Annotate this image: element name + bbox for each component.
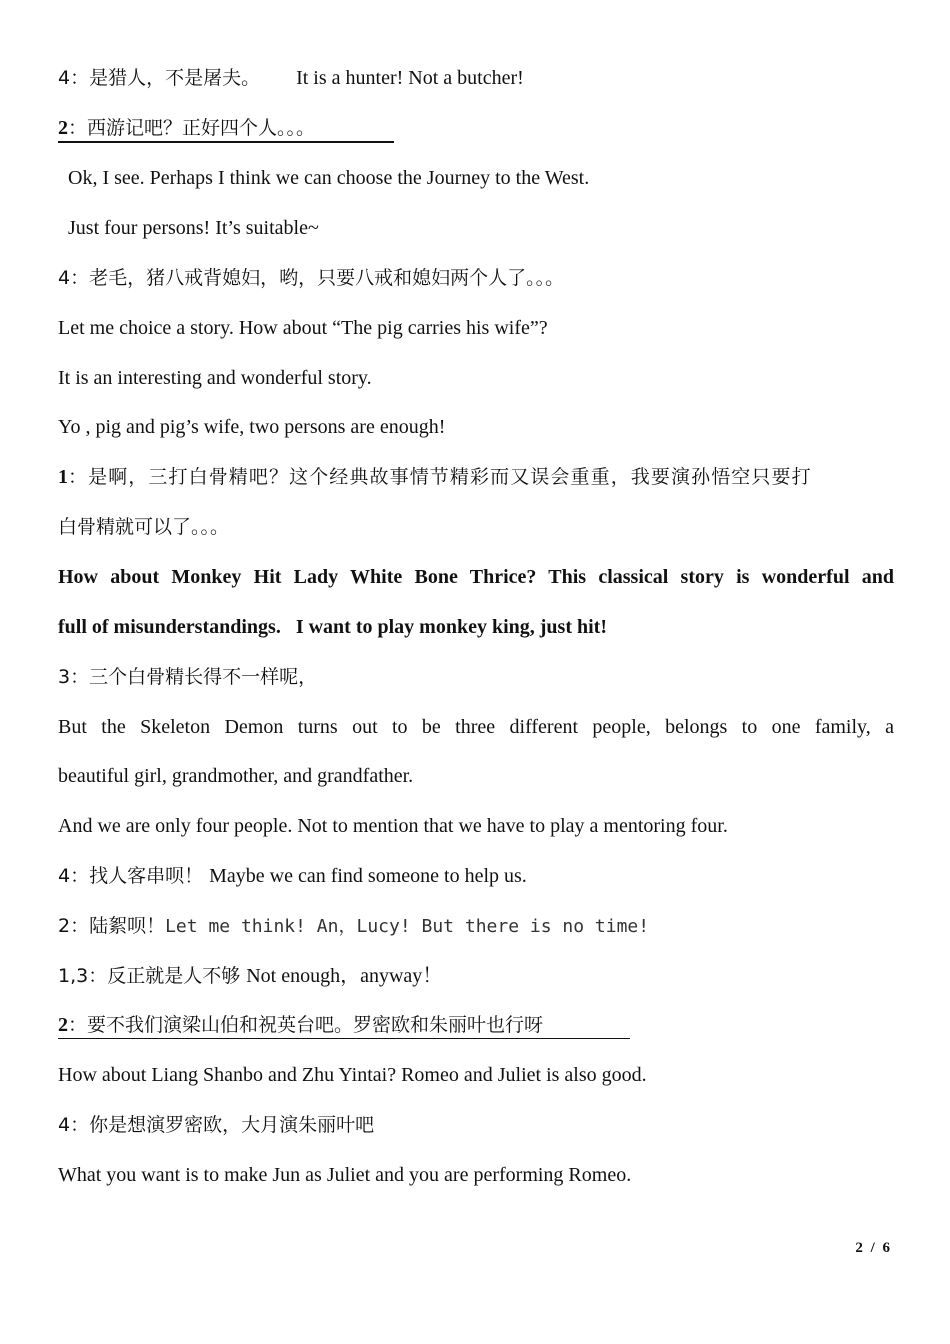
dialogue-line-8: Yo , pig and pig’s wife, two persons are enough! [58, 416, 446, 438]
dialogue-line-9 [58, 465, 894, 489]
line-2-chinese: ：西游记吧？正好四个人。。。 [68, 117, 316, 139]
dialogue-line-18 [58, 914, 894, 939]
line-19-english: Not enough，anyway！ [246, 965, 443, 987]
dialogue-line-7: It is an interesting and wonderful story. [58, 367, 372, 389]
dialogue-line-22: 4：你是想演罗密欧，大月演朱丽叶吧 [58, 1114, 375, 1136]
line-17-chinese: 4：找人客串呗！ [58, 865, 204, 887]
dialogue-line-6: Let me choice a story. How about “The pig carries his wife”? [58, 317, 548, 339]
dialogue-line-4: Just four persons! It’s suitable~ [68, 217, 319, 239]
dialogue-line-19 [58, 964, 894, 988]
line-17-english: Maybe we can find someone to help us. [209, 865, 527, 887]
line-9-chinese: ：是啊，三打白骨精吧？这个经典故事情节精彩而又误会重重，我要演孙悟空只要打 [68, 466, 812, 488]
dialogue-line-17 [58, 864, 894, 888]
page-number: 2 / 6 [855, 1240, 892, 1256]
line-18-english: Let me think! An，Lucy! But there is no time! [165, 916, 650, 937]
line-18-chinese: 2：陆絮呗！ [58, 915, 166, 937]
dialogue-line-20 [58, 1013, 894, 1039]
dialogue-line-23: What you want is to make Jun as Juliet and you are performing Romeo. [58, 1164, 632, 1186]
dialogue-line-21: How about Liang Shanbo and Zhu Yintai? Romeo and Juliet is also good. [58, 1064, 647, 1086]
dialogue-line-2 [58, 116, 894, 143]
speaker-number: 2 [58, 117, 68, 139]
dialogue-line-5: 4：老毛，猪八戒背媳妇，哟，只要八戒和媳妇两个人了。。。 [58, 267, 565, 289]
dialogue-line-1 [58, 66, 894, 90]
dialogue-line-11: How about Monkey Hit Lady White Bone Thrice? This classical story is wonderful and [58, 566, 894, 588]
line-19-chinese: 1,3：反正就是人不够 [58, 965, 241, 987]
line-1-english: It is a hunter! Not a butcher! [296, 67, 524, 89]
line-20-chinese: ：要不我们演梁山伯和祝英台吧。罗密欧和朱丽叶也行呀 [68, 1014, 544, 1036]
speaker-number: 1 [58, 466, 68, 488]
dialogue-line-10: 白骨精就可以了。。。 [58, 516, 230, 538]
dialogue-line-15: beautiful girl, grandmother, and grandfather. [58, 765, 414, 787]
dialogue-line-13: 3：三个白骨精长得不一样呢， [58, 666, 318, 688]
line-1-chinese: 4：是猎人，不是屠夫。 [58, 67, 261, 89]
dialogue-line-16: And we are only four people. Not to mention that we have to play a mentoring four. [58, 815, 728, 837]
speaker-number: 2 [58, 1014, 68, 1036]
dialogue-line-12: full of misunderstandings. I want to play monkey king, just hit! [58, 616, 607, 638]
dialogue-line-14: But the Skeleton Demon turns out to be three different people, belongs to one family, a [58, 716, 894, 738]
dialogue-line-3: Ok, I see. Perhaps I think we can choose the Journey to the West. [68, 167, 590, 189]
